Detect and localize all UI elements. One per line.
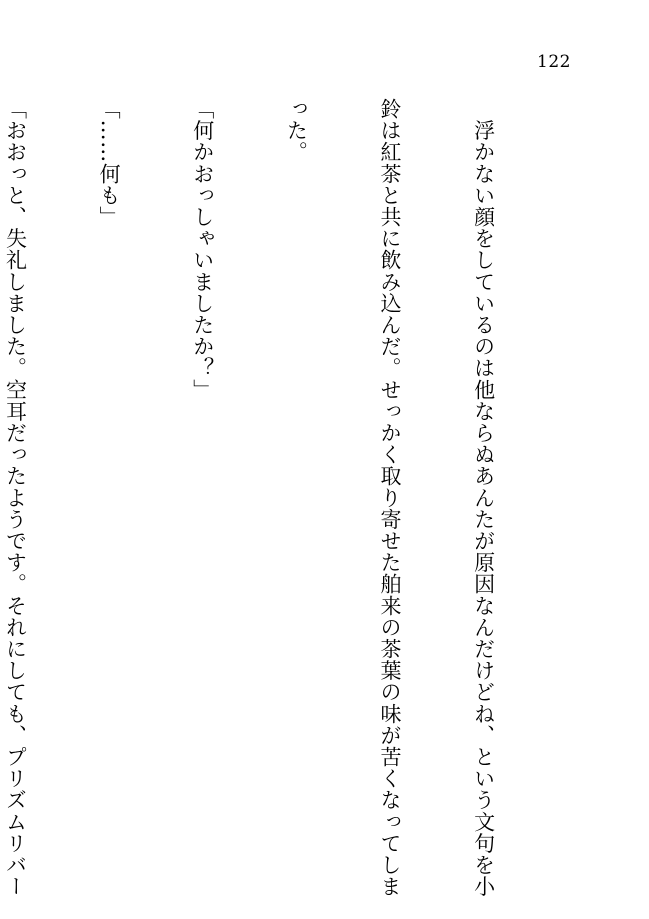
text-line: 「何かおっしゃいましたか？」: [190, 98, 215, 401]
text-line: 鈴は紅茶と共に飲み込んだ。せっかく取り寄せた舶来の茶葉の味が苦くなってしま: [377, 98, 402, 898]
text-line: 「おおっと、失礼しました。空耳だったようです。それにしても、プリズムリバー: [3, 98, 28, 898]
text-line: った。: [284, 98, 309, 163]
text-line: 浮かない顔をしているのは他ならぬあんたが原因なんだけどね、という文句を小: [471, 98, 496, 898]
text-line: 「……何も」: [97, 98, 122, 228]
body-text: [3, 98, 561, 898]
page-number: 122: [537, 52, 571, 72]
